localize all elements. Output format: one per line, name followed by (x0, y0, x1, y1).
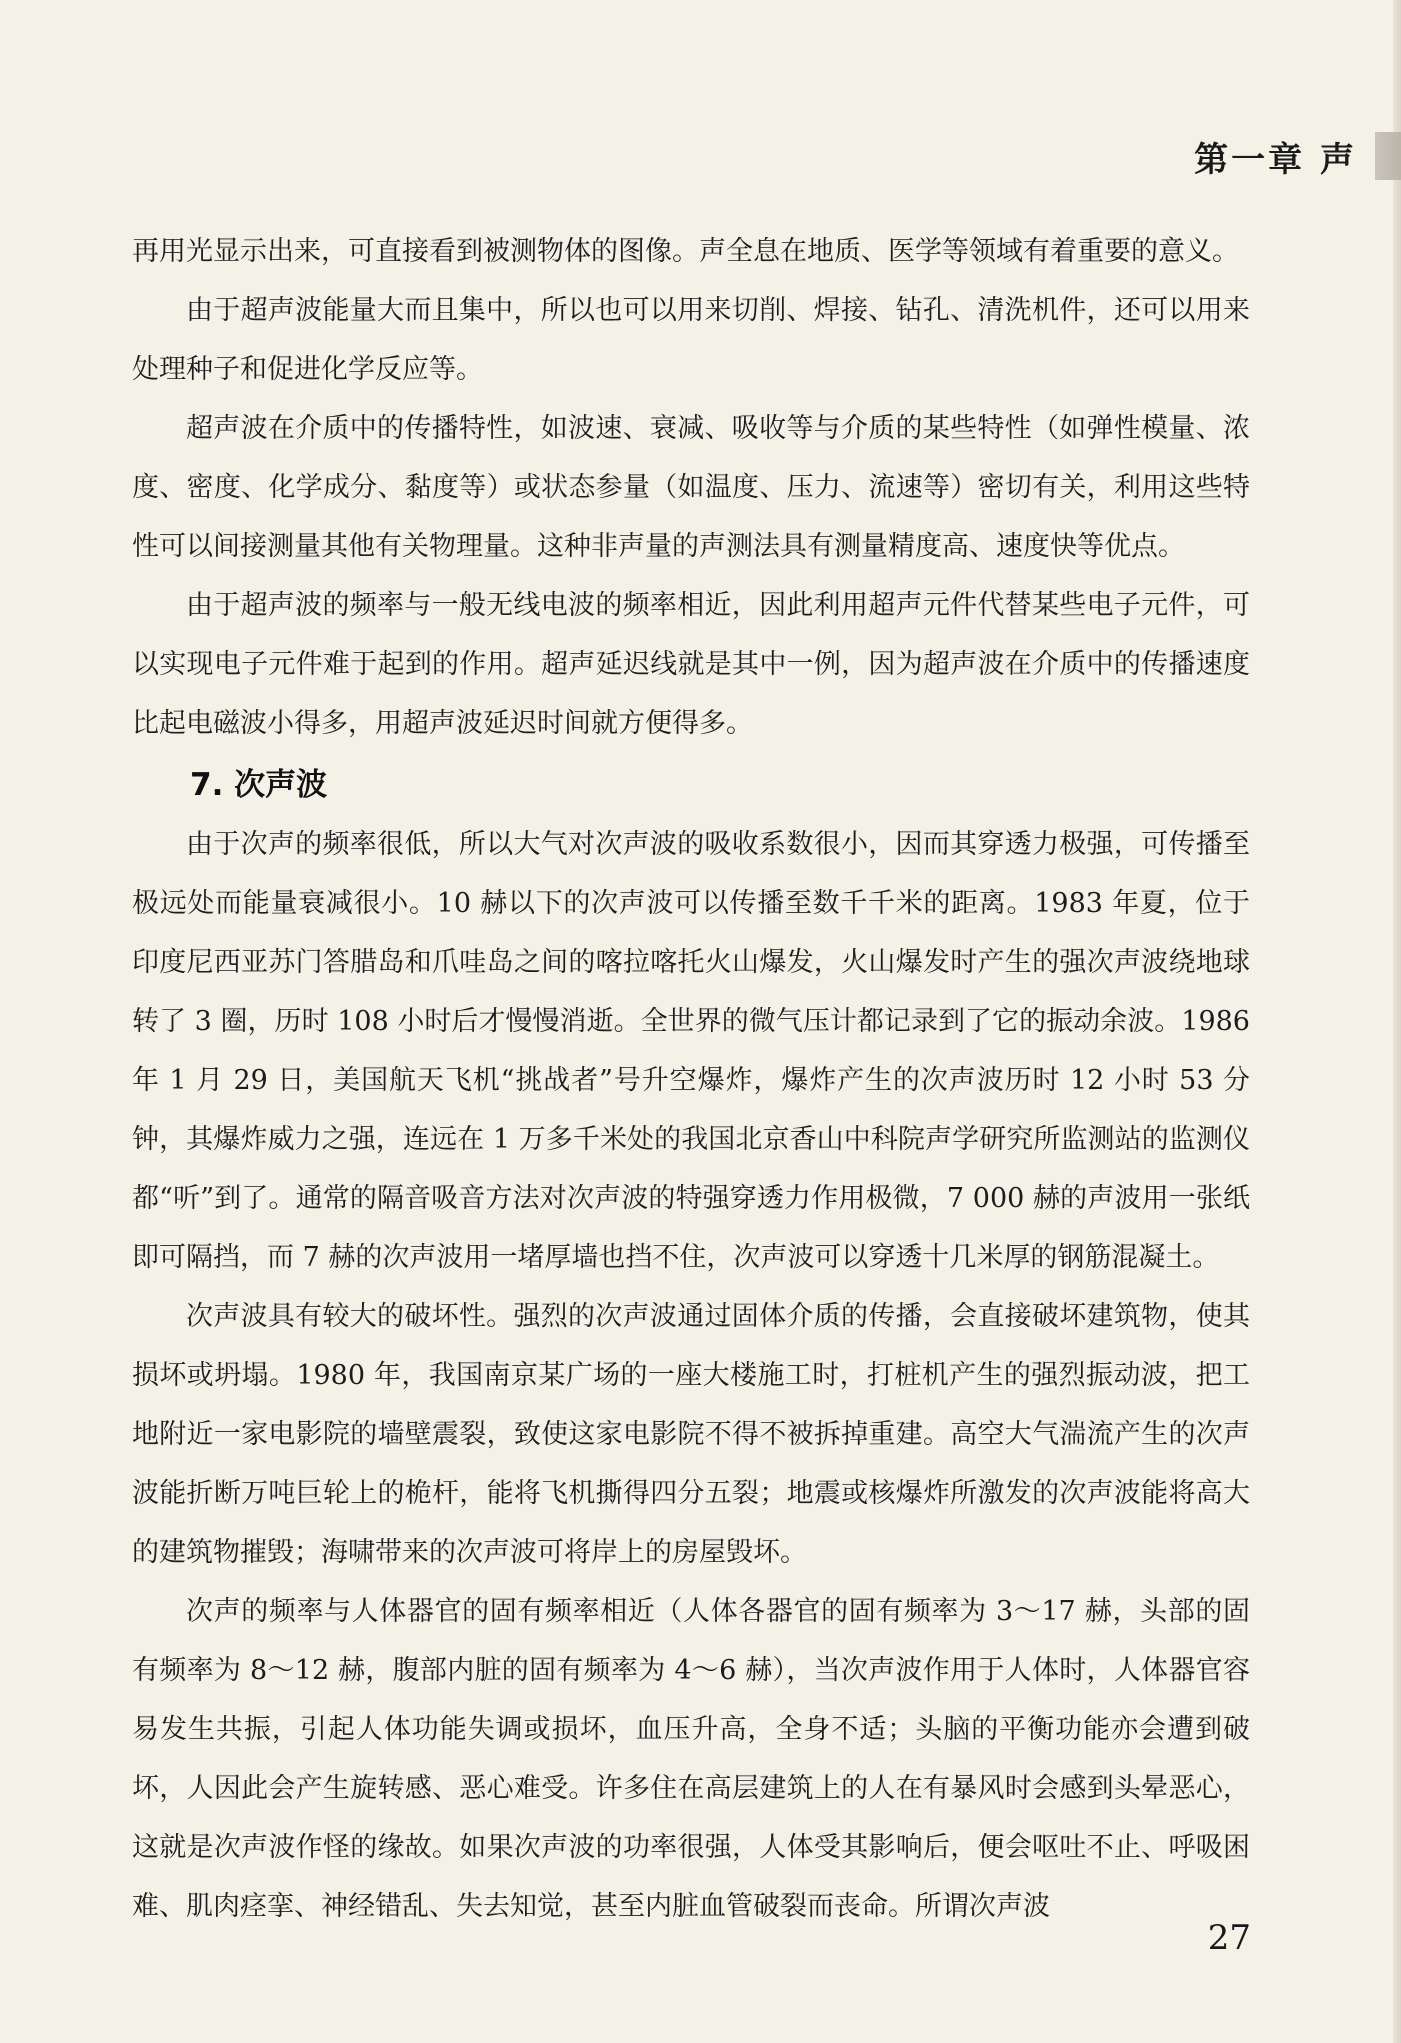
running-head (1194, 132, 1401, 180)
section-heading: 7. 次声波 (190, 767, 328, 803)
paragraph: 由于超声波的频率与一般无线电波的频率相近，因此利用超声元件代替某些电子元件，可以实现电子元件难于起到的作用。超声延迟线就是其中一例，因为超声波在介质中的传播速度比起电磁波小得多，用超声波延迟时间就方便得多。 (132, 590, 1250, 739)
paragraph: 超声波在介质中的传播特性，如波速、衰减、吸收等与介质的某些特性（如弹性模量、浓度、密度、化学成分、黏度等）或状态参量（如温度、压力、流速等）密切有关，利用这些特性可以间接测量其他有关物理量。这种非声量的声测法具有测量精度高、速度快等优点。 (132, 413, 1250, 562)
paragraph: 次声的频率与人体器官的固有频率相近（人体各器官的固有频率为 3～17 赫，头部的固有频率为 8～12 赫，腹部内脏的固有频率为 4～6 赫），当次声波作用于人体时，人体器官容易发生共振，引起人体功能失调或损坏，血压升高，全身不适；头脑的平衡功能亦会遭到破坏，人因此会产生旋转感、恶心难受。许多住在高层建筑上的人在有暴风时会感到头晕恶心，这就是次声波作怪的缘故。如果次声波的功率很强，人体受其影响后，便会呕吐不止、呼吸困难、肌肉痉挛、神经错乱、失去知觉，甚至内脏血管破裂而丧命。所谓次声波 (132, 1596, 1250, 1922)
page-number: 27 (1207, 1918, 1251, 1958)
chapter-title: 第一章 声 (1194, 139, 1357, 180)
body-text (132, 222, 1250, 1936)
chapter-tab-marker (1375, 132, 1401, 180)
page-edge (1393, 0, 1401, 2043)
paragraph: 由于超声波能量大而且集中，所以也可以用来切削、焊接、钻孔、清洗机件，还可以用来处理种子和促进化学反应等。 (132, 295, 1250, 385)
paragraph: 再用光显示出来，可直接看到被测物体的图像。声全息在地质、医学等领域有着重要的意义。 (132, 236, 1239, 267)
paragraph: 由于次声的频率很低，所以大气对次声波的吸收系数很小，因而其穿透力极强，可传播至极远处而能量衰减很小。10 赫以下的次声波可以传播至数千千米的距离。1983 年夏，位于印度尼西亚苏门答腊岛和爪哇岛之间的喀拉喀托火山爆发，火山爆发时产生的强次声波绕地球转了 3 圈，历时 108 小时后才慢慢消逝。全世界的微气压计都记录到了它的振动余波。1986 年 1 月 29 日，美国航天飞机“挑战者”号升空爆炸，爆炸产生的次声波历时 12 小时 53 分钟，其爆炸威力之强，连远在 1 万多千米处的我国北京香山中科院声学研究所监测站的监测仪都“听”到了。通常的隔音吸音方法对次声波的特强穿透力作用极微，7 000 赫的声波用一张纸即可隔挡，而 7 赫的次声波用一堵厚墙也挡不住，次声波可以穿透十几米厚的钢筋混凝土。 (132, 829, 1250, 1273)
paragraph: 次声波具有较大的破坏性。强烈的次声波通过固体介质的传播，会直接破坏建筑物，使其损坏或坍塌。1980 年，我国南京某广场的一座大楼施工时，打桩机产生的强烈振动波，把工地附近一家电影院的墙壁震裂，致使这家电影院不得不被拆掉重建。高空大气湍流产生的次声波能折断万吨巨轮上的桅杆，能将飞机撕得四分五裂；地震或核爆炸所激发的次声波能将高大的建筑物摧毁；海啸带来的次声波可将岸上的房屋毁坏。 (132, 1301, 1250, 1568)
